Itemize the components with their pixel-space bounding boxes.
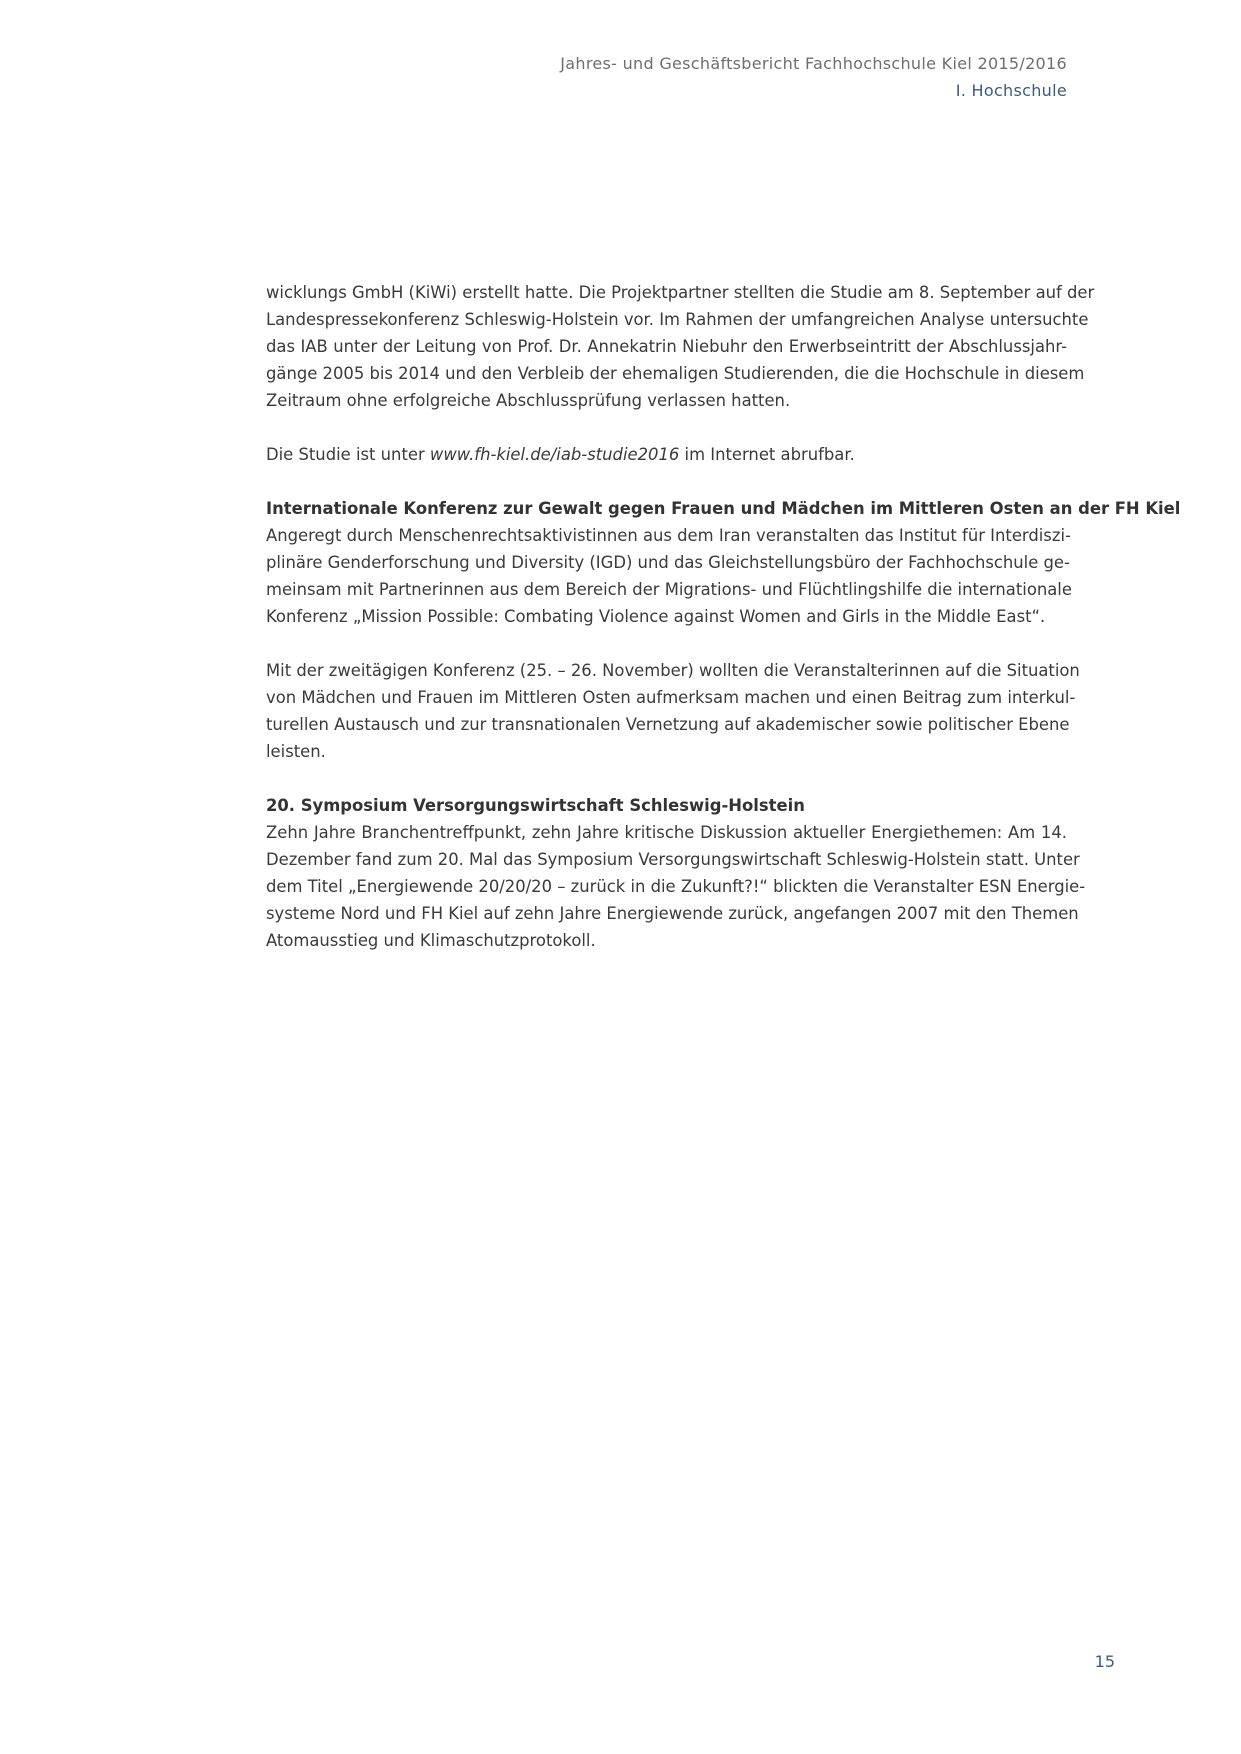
paragraph-spacer: [266, 468, 1067, 495]
text-line: Angeregt durch Menschenrechtsaktivistinnen aus dem Iran veranstalten das Institut für Interdiszi-: [266, 526, 1071, 545]
paragraph-spacer: [266, 765, 1067, 792]
conference-section: [266, 495, 1181, 765]
paragraph-spacer: [266, 630, 1067, 657]
text-line: plinäre Genderforschung und Diversity (IGD) und das Gleichstellungsbüro der Fachhochschule ge-: [266, 553, 1070, 572]
text-line: gänge 2005 bis 2014 und den Verbleib der ehemaligen Studierenden, die die Hochschule in diesem: [266, 364, 1085, 383]
study-link-prefix: Die Studie ist unter: [266, 445, 430, 464]
symposium-heading: 20. Symposium Versorgungswirtschaft Schleswig-Holstein: [266, 796, 805, 815]
text-line: Konferenz „Mission Possible: Combating Violence against Women and Girls in the Middle East“.: [266, 607, 1046, 626]
text-line: Zeitraum ohne erfolgreiche Abschlussprüfung verlassen hatten.: [266, 391, 791, 410]
study-link[interactable]: www.fh-kiel.de/iab-studie2016: [429, 445, 680, 464]
text-line: Atomausstieg und Klimaschutzprotokoll.: [266, 931, 596, 950]
text-line: systeme Nord und FH Kiel auf zehn Jahre Energiewende zurück, angefangen 2007 mit den Themen: [266, 904, 1079, 923]
text-line: dem Titel „Energiewende 20/20/20 – zurück in die Zukunft?!“ blickten die Veranstalter ESN Energie-: [266, 877, 1086, 896]
study-link-paragraph: [266, 441, 1067, 468]
text-line: Mit der zweitägigen Konferenz (25. – 26. November) wollten die Veranstalterinnen auf die Situation: [266, 661, 1080, 680]
paragraph-spacer: [266, 414, 1067, 441]
text-line: Dezember fand zum 20. Mal das Symposium Versorgungswirtschaft Schleswig-Holstein statt. Unter: [266, 850, 1080, 869]
text-line: das IAB unter der Leitung von Prof. Dr. Annekatrin Niebuhr den Erwerbseintritt der Abschlussjahr-: [266, 337, 1067, 356]
text-line: meinsam mit Partnerinnen aus dem Bereich der Migrations- und Flüchtlingshilfe die internationale: [266, 580, 1072, 599]
text-line: Zehn Jahre Branchentreffpunkt, zehn Jahre kritische Diskussion aktueller Energiethemen: Am 14.: [266, 823, 1067, 842]
chapter-label: I. Hochschule: [955, 81, 1067, 100]
conference-heading: Internationale Konferenz zur Gewalt gegen Frauen und Mädchen im Mittleren Osten an der FH Kiel: [266, 499, 1181, 518]
intro-paragraph: [266, 279, 1095, 414]
text-line: Landespressekonferenz Schleswig-Holstein vor. Im Rahmen der umfangreichen Analyse untersuchte: [266, 310, 1089, 329]
page-number: 15: [1094, 1652, 1115, 1671]
main-content: [266, 279, 1181, 954]
text-line: turellen Austausch und zur transnationalen Vernetzung auf akademischer sowie politischer Ebene: [266, 715, 1070, 734]
text-line: von Mädchen und Frauen im Mittleren Osten aufmerksam machen und einen Beitrag zum interkul-: [266, 688, 1076, 707]
study-link-suffix: im Internet abrufbar.: [679, 445, 855, 464]
text-line: leisten.: [266, 742, 326, 761]
symposium-section: [266, 792, 1086, 954]
text-line: wicklungs GmbH (KiWi) erstellt hatte. Die Projektpartner stellten die Studie am 8. September auf der: [266, 283, 1095, 302]
report-title: Jahres- und Geschäftsbericht Fachhochschule Kiel 2015/2016: [560, 54, 1067, 73]
